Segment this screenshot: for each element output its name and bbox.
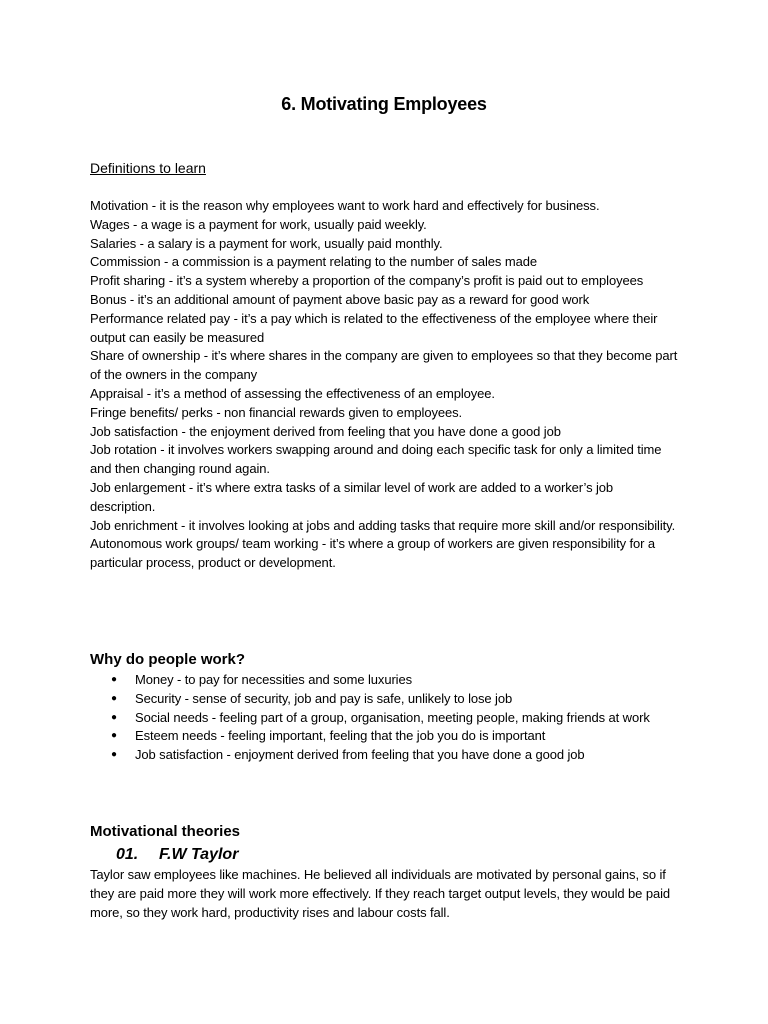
definition-item: Wages - a wage is a payment for work, usually paid weekly. (90, 216, 427, 232)
definition-item: Commission - a commission is a payment relating to the number of sales made (90, 254, 537, 270)
list-item (90, 690, 680, 709)
bullet-icon: ● (111, 692, 117, 704)
definition-item: Motivation - it is the reason why employees want to work hard and effectively for business. (90, 198, 600, 213)
theory-title: F.W Taylor (159, 846, 239, 863)
bullet-icon: ● (111, 730, 117, 742)
list-item (90, 746, 680, 765)
definition-item: Salaries - a salary is a payment for work, usually paid monthly. (90, 235, 443, 251)
definition-item: Performance related pay - it’s a pay which is related to the effectiveness of the employee where their output can easily be measured (90, 310, 658, 345)
definition-item: Bonus - it’s an additional amount of payment above basic pay as a reward for good work (90, 291, 590, 307)
list-item (90, 727, 680, 746)
why-work-heading: Why do people work? (90, 651, 246, 668)
bullet-icon: ● (111, 674, 117, 685)
definition-item: Job enlargement - it’s where extra tasks of a similar level of work are added to a worker’s job description. (90, 479, 614, 514)
reason-text: Money - to pay for necessities and some luxuries (135, 672, 412, 687)
motivational-theories-heading: Motivational theories (90, 823, 241, 840)
list-item (90, 709, 680, 728)
definition-item: Job enrichment - it involves looking at jobs and adding tasks that require more skill and/or responsibility. (90, 517, 676, 533)
theory-number: 01. (116, 846, 139, 863)
definition-item: Share of ownership - it’s where shares in the company are given to employees so that they become part of the owners in the company (90, 348, 678, 383)
taylor-paragraph: Taylor saw employees like machines. He believed all individuals are motivated by personal gains, so if they are paid more they will work more effectively. If they reach target output levels, they would be paid more, so they work hard, productivity rises and labour costs fall. (90, 867, 670, 920)
bullet-icon: ● (111, 711, 117, 723)
reason-text: Job satisfaction - enjoyment derived from feeling that you have done a good job (135, 747, 585, 763)
list-item (90, 671, 680, 690)
definition-item: Job rotation - it involves workers swapping around and doing each specific task for only a limited time and then changing round again. (90, 442, 662, 477)
theory-subheading (116, 845, 238, 865)
bullet-icon: ● (111, 749, 117, 761)
reasons-list (90, 671, 680, 765)
definition-item: Job satisfaction - the enjoyment derived from feeling that you have done a good job (90, 423, 561, 439)
reason-text: Social needs - feeling part of a group, organisation, meeting people, making friends at work (135, 709, 650, 725)
definitions-heading: Definitions to learn (90, 160, 206, 176)
definition-item: Profit sharing - it’s a system whereby a proportion of the company’s profit is paid out to employees (90, 273, 644, 289)
definition-item: Autonomous work groups/ team working - it’s where a group of workers are given responsibility for a particular process, product or development. (90, 536, 656, 571)
definition-item: Appraisal - it’s a method of assessing the effectiveness of an employee. (90, 385, 495, 401)
definitions-list (90, 197, 680, 573)
page-title: 6. Motivating Employees (281, 94, 487, 114)
reason-text: Security - sense of security, job and pay is safe, unlikely to lose job (135, 690, 513, 706)
reason-text: Esteem needs - feeling important, feeling that the job you do is important (135, 728, 546, 744)
definition-item: Fringe benefits/ perks - non financial rewards given to employees. (90, 404, 463, 420)
